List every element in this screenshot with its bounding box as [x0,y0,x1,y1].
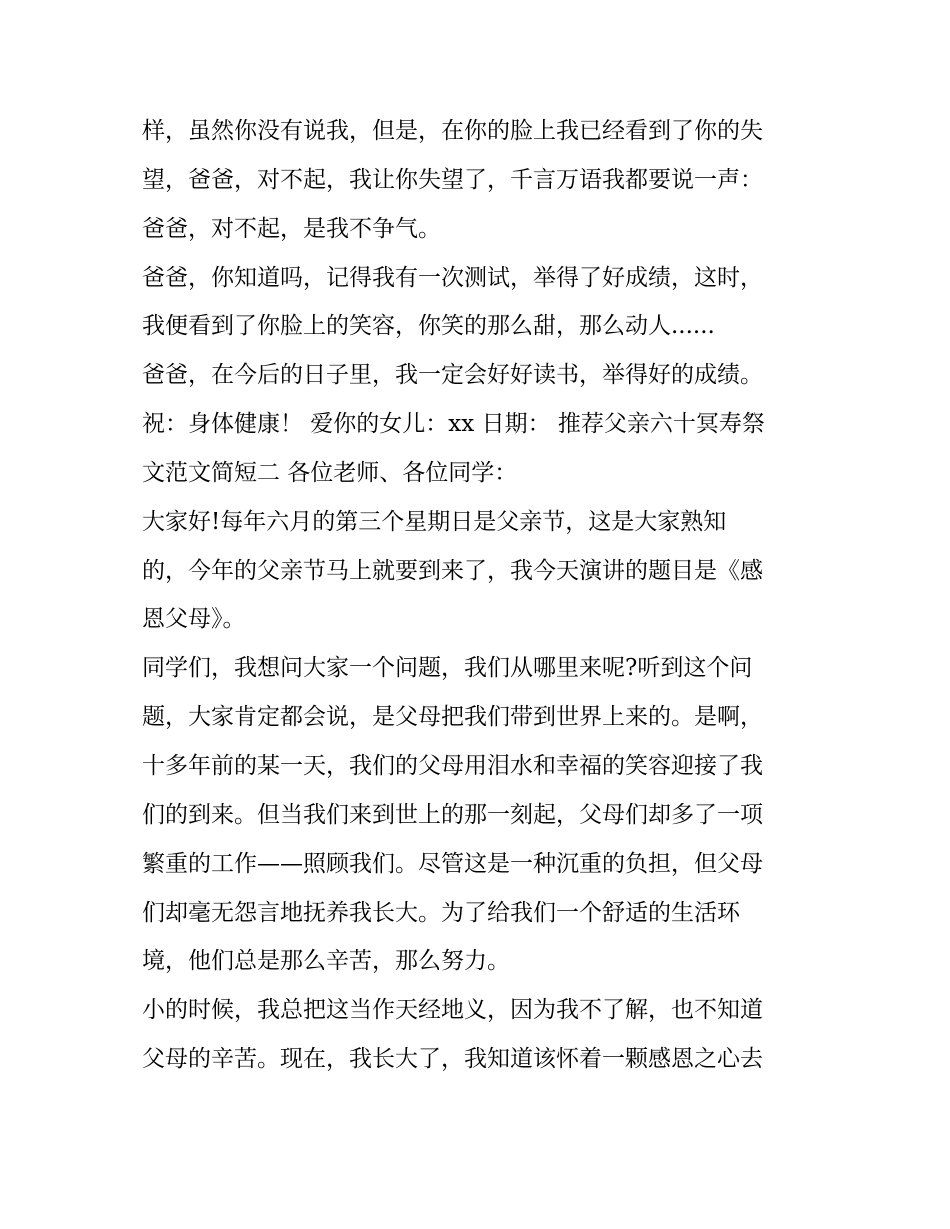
text-line: 恩父母》。 [142,606,246,633]
text-line: 的，今年的父亲节马上就要到来了，我今天演讲的题目是《感 [142,557,763,584]
text-line: 爸爸，在今后的日子里，我一定会好好读书，举得好的成绩。 [142,362,763,389]
text-line: 文范文简短二 各位老师、各位同学： [142,459,518,486]
text-line: 望，爸爸，对不起，我让你失望了，千言万语我都要说一声： [142,166,763,193]
text-line: 父母的辛苦。现在，我长大了，我知道该怀着一颗感恩之心去 [142,1046,763,1073]
text-line: 小的时候，我总把这当作天经地义，因为我不了解，也不知道 [142,997,763,1024]
text-line: 祝：身体健康！ 爱你的女儿：xx 日期： 推荐父亲六十冥寿祭 [142,411,765,438]
text-line: 十多年前的某一天，我们的父母用泪水和幸福的笑容迎接了我 [142,752,763,779]
text-line: 们的到来。但当我们来到世上的那一刻起，父母们却多了一项 [142,801,763,828]
text-line: 我便看到了你脸上的笑容，你笑的那么甜，那么动人...... [142,313,715,340]
document-body [142,107,822,1084]
text-line: 样，虽然你没有说我，但是，在你的脸上我已经看到了你的失 [142,118,763,144]
text-line: 同学们，我想问大家一个问题，我们从哪里来呢?听到这个问 [142,655,753,682]
text-line: 境，他们总是那么辛苦，那么努力。 [142,948,510,975]
text-line: 们却毫无怨言地抚养我长大。为了给我们一个舒适的生活环 [142,899,740,926]
text-line: 大家好!每年六月的第三个星期日是父亲节，这是大家熟知 [142,508,727,535]
text-line: 爸爸，你知道吗，记得我有一次测试，举得了好成绩，这时， [142,264,763,291]
text-line: 爸爸，对不起，是我不争气。 [142,215,441,242]
text-line: 繁重的工作——照顾我们。尽管这是一种沉重的负担，但父母 [142,850,763,877]
text-line: 题，大家肯定都会说，是父母把我们带到世界上来的。是啊， [142,704,763,731]
